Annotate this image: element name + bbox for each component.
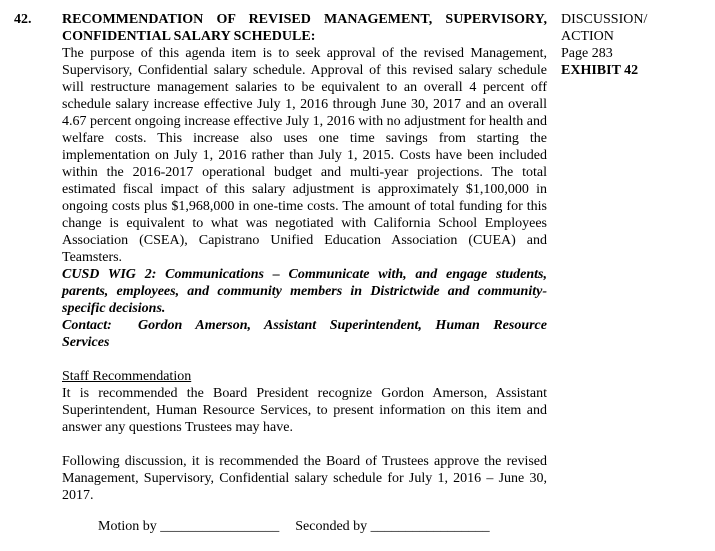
item-type-line-2: ACTION xyxy=(561,29,614,44)
staff-recommendation-paragraph-2: Following discussion, it is recommended the Board of Trustees approve the revised Management, Supervisory, Confidential salary schedule for July 1, 2016 – June 30, 2017. xyxy=(62,454,547,503)
exhibit-label: EXHIBIT 42 xyxy=(561,63,639,78)
wig-statement: CUSD WIG 2: Communications – Communicate with, and engage students, parents, employees, and community members in Districtwide and community-specific decisions. xyxy=(62,267,547,316)
agenda-item-body xyxy=(62,11,547,504)
vote-line xyxy=(98,518,490,535)
contact-label: Contact: xyxy=(62,318,112,333)
motion-by: Motion by _________________ xyxy=(98,519,280,534)
purpose-paragraph: The purpose of this agenda item is to seek approval of the revised Management, Supervisory, Confidential salary schedule. Approval of this revised salary schedule will restructure management salaries to be equivalent to an overall 4 percent off schedule salary increase effective July 1, 2016 through June 30, 2017 and an overall 4.67 percent ongoing increase effective July 1, 2016 with no adjustment for health and welfare costs. This increase also uses one time savings from starting the implementation on July 1, 2016 rather than July 1, 2015. Costs have been included within the 2016-2017 operational budget and multi-year projections. The total estimated fiscal impact of this salary adjustment is approximately $1,100,000 in ongoing costs plus $1,968,000 in one-time costs. The amount of total funding for this change is equivalent to what was negotiated with California School Employees Association (CSEA), Capistrano Unified Education Association (CUEA) and Teamsters. xyxy=(62,46,547,265)
page-reference: Page 283 xyxy=(561,46,613,61)
item-sidebar xyxy=(561,11,711,79)
staff-recommendation-heading: Staff Recommendation xyxy=(62,369,192,384)
contact-name: Gordon Amerson, Assistant Superintendent, Human Resource Services xyxy=(62,318,547,350)
item-title: RECOMMENDATION OF REVISED MANAGEMENT, SUPERVISORY, CONFIDENTIAL SALARY SCHEDULE: xyxy=(62,12,547,44)
staff-recommendation-paragraph-1: It is recommended the Board President recognize Gordon Amerson, Assistant Superintendent, Human Resource Services, to present information on this item and answer any questions Trustees may have. xyxy=(62,386,547,435)
contact-line xyxy=(62,317,547,351)
item-type-line-1: DISCUSSION/ xyxy=(561,12,648,27)
item-number: 42. xyxy=(14,12,32,27)
seconded-by: Seconded by _________________ xyxy=(295,519,490,534)
